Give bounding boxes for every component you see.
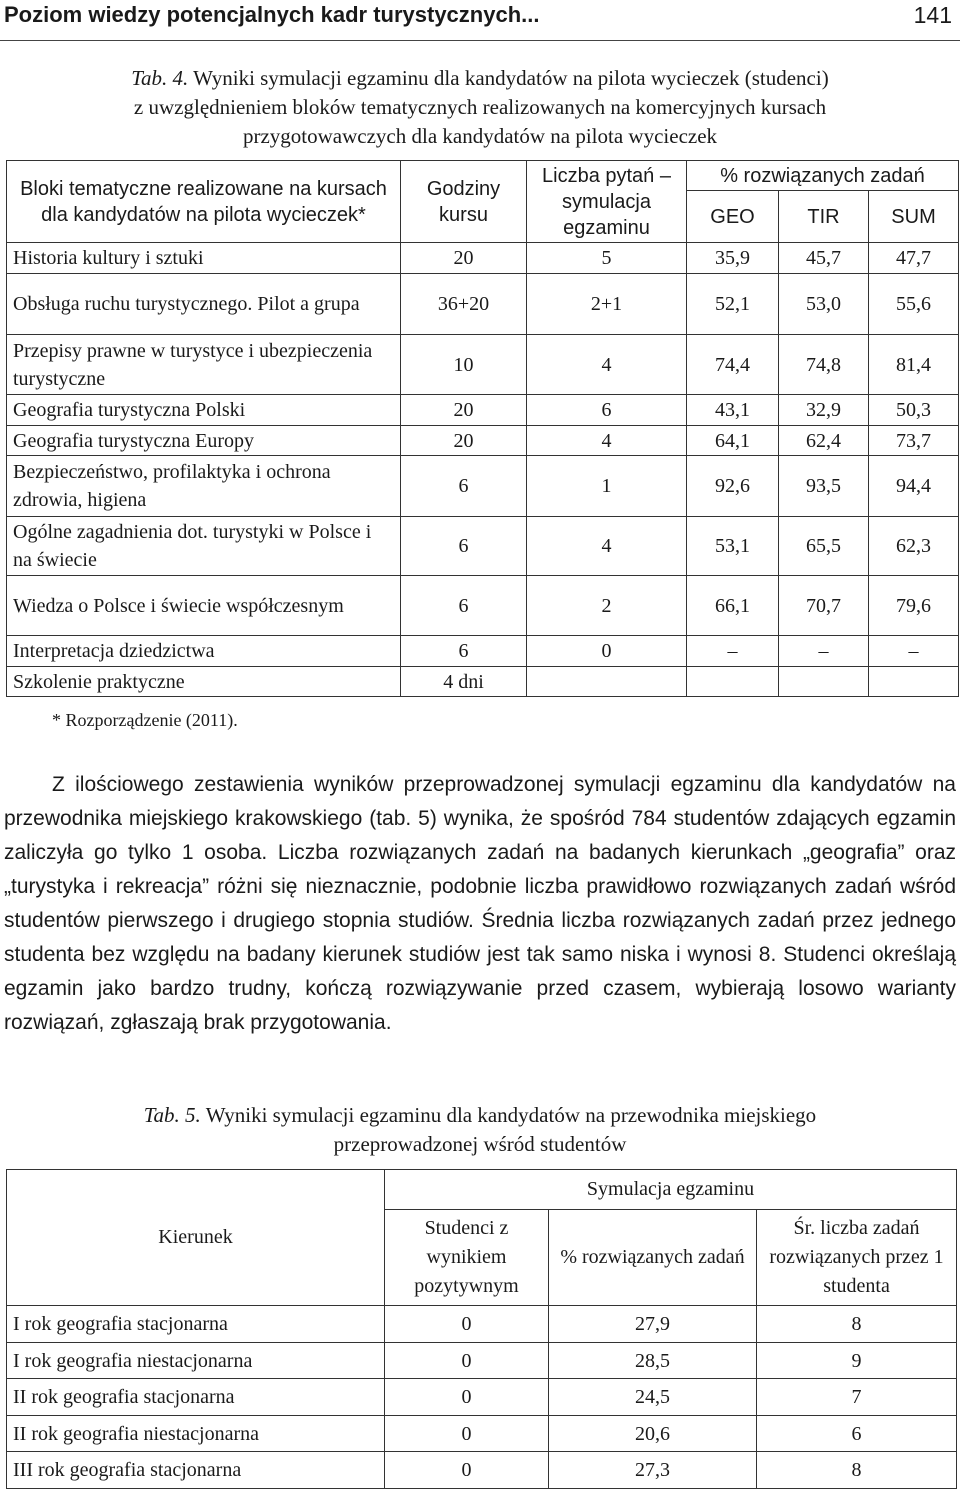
row-block: Ogólne zagadnienia dot. turystyki w Polsce i na świecie: [7, 517, 401, 576]
body-paragraph: Z ilościowego zestawienia wyników przeprowadzonej symulacji egzaminu dla kandydatów na przewodnika miejskiego krakowskiego (tab. 5) wynika, że spośród 784 studentów zdających egzamin zaliczyła go tylko 1 osoba. Liczba rozwiązanych zadań na badanych kierunkach „geografia” oraz „turystyka i rekreacja” różni się nieznacznie, podobnie liczba prawidłowo rozwiązanych zadań wśród studentów pierwszego i drugiego stopnia studiów. Średnia liczba rozwiązanych zadań przez jednego studenta bez względu na badany kierunek studiów jest tak samo niska i wynosi 8. Studenci określają egzamin jako bardzo trudny, kończą rozwiązywanie przed czasem, wybierają losowo warianty rozwiązań, zgłaszają brak przygotowania.: [4, 773, 956, 1034]
row-sum: 62,3: [869, 517, 959, 576]
row-questions: 5: [527, 243, 687, 274]
running-header: [0, 0, 960, 41]
row-block: Bezpieczeństwo, profilaktyka i ochrona zdrowia, higiena: [7, 456, 401, 517]
header-hours: Godziny kursu: [401, 161, 527, 243]
row-hours: 20: [401, 395, 527, 426]
table4-caption-text: Wyniki symulacji egzaminu dla kandydatów na pilota wycieczek (studenci): [193, 66, 829, 90]
row-percent: 27,3: [549, 1452, 757, 1489]
table4-footnote: * Rozporządzenie (2011).: [52, 710, 238, 730]
row-positive: 0: [385, 1306, 549, 1343]
row-tir: 65,5: [779, 517, 869, 576]
table-row: [7, 1452, 957, 1489]
row-direction: I rok geografia stacjonarna: [7, 1306, 385, 1343]
table-row: [7, 636, 959, 667]
row-percent: 28,5: [549, 1343, 757, 1379]
row-block: Przepisy prawne w turystyce i ubezpieczenia turystyczne: [7, 335, 401, 395]
table5-caption: [40, 1101, 920, 1159]
row-geo: 35,9: [687, 243, 779, 274]
row-tir: 74,8: [779, 335, 869, 395]
table-row: [7, 1343, 957, 1379]
row-block: Historia kultury i sztuki: [7, 243, 401, 274]
header-questions: Liczba pytań – symulacja egzaminu: [527, 161, 687, 243]
row-block: Interpretacja dziedzictwa: [7, 636, 401, 667]
row-average: 6: [757, 1416, 957, 1452]
row-questions: [527, 667, 687, 697]
row-questions: 4: [527, 517, 687, 576]
header-percent: % rozwiązanych zadań: [549, 1210, 757, 1306]
row-sum: [869, 667, 959, 697]
row-positive: 0: [385, 1416, 549, 1452]
row-questions: 6: [527, 395, 687, 426]
row-questions: 4: [527, 335, 687, 395]
row-sum: 55,6: [869, 274, 959, 335]
row-geo: –: [687, 636, 779, 667]
table-row: [7, 426, 959, 456]
row-hours: 6: [401, 456, 527, 517]
row-tir: [779, 667, 869, 697]
row-average: 8: [757, 1452, 957, 1489]
table-row: [7, 395, 959, 426]
table5-caption-line: przeprowadzonej wśród studentów: [333, 1132, 627, 1156]
row-average: 7: [757, 1379, 957, 1416]
row-tir: 45,7: [779, 243, 869, 274]
row-hours: 6: [401, 636, 527, 667]
table-row: [7, 667, 959, 697]
row-geo: 64,1: [687, 426, 779, 456]
row-average: 8: [757, 1306, 957, 1343]
row-geo: 74,4: [687, 335, 779, 395]
row-positive: 0: [385, 1343, 549, 1379]
header-direction: Kierunek: [7, 1170, 385, 1306]
row-direction: III rok geografia stacjonarna: [7, 1452, 385, 1489]
table4-caption-line: [40, 64, 920, 93]
row-direction: II rok geografia niestacjonarna: [7, 1416, 385, 1452]
row-hours: 6: [401, 576, 527, 636]
row-geo: 53,1: [687, 517, 779, 576]
row-geo: 43,1: [687, 395, 779, 426]
header-geo: GEO: [687, 191, 779, 243]
row-tir: 53,0: [779, 274, 869, 335]
table-row: [7, 576, 959, 636]
row-questions: 1: [527, 456, 687, 517]
table4-caption-line: przygotowawczych dla kandydatów na pilota wycieczek: [242, 124, 718, 148]
table-row: [7, 1416, 957, 1452]
header-average: Śr. liczba zadań rozwiązanych przez 1 studenta: [757, 1210, 957, 1306]
table-row: [7, 274, 959, 335]
table5-caption-text: Wyniki symulacji egzaminu dla kandydatów na przewodnika miejskiego: [205, 1103, 817, 1127]
table4: [6, 160, 959, 697]
row-geo: [687, 667, 779, 697]
row-geo: 92,6: [687, 456, 779, 517]
row-sum: –: [869, 636, 959, 667]
table5-caption-label: Tab. 5.: [143, 1103, 201, 1127]
row-hours: 4 dni: [401, 667, 527, 697]
row-tir: 62,4: [779, 426, 869, 456]
row-block: Geografia turystyczna Europy: [7, 426, 401, 456]
row-tir: 32,9: [779, 395, 869, 426]
table-row: [7, 243, 959, 274]
row-geo: 52,1: [687, 274, 779, 335]
row-hours: 20: [401, 426, 527, 456]
table4-caption-line: z uwzględnieniem bloków tematycznych realizowanych na komercyjnych kursach: [133, 95, 827, 119]
row-questions: 2: [527, 576, 687, 636]
row-direction: I rok geografia niestacjonarna: [7, 1343, 385, 1379]
row-percent: 20,6: [549, 1416, 757, 1452]
row-sum: 94,4: [869, 456, 959, 517]
row-tir: –: [779, 636, 869, 667]
row-block: Obsługa ruchu turystycznego. Pilot a grupa: [7, 274, 401, 335]
row-questions: 4: [527, 426, 687, 456]
row-hours: 20: [401, 243, 527, 274]
row-tir: 70,7: [779, 576, 869, 636]
row-geo: 66,1: [687, 576, 779, 636]
table-row: [7, 456, 959, 517]
row-sum: 50,3: [869, 395, 959, 426]
row-block: Wiedza o Polsce i świecie współczesnym: [7, 576, 401, 636]
header-percent: % rozwiązanych zadań: [687, 161, 959, 191]
table5-caption-line: [40, 1101, 920, 1130]
header-block: Bloki tematyczne realizowane na kursach dla kandydatów na pilota wycieczek*: [7, 161, 401, 243]
row-sum: 47,7: [869, 243, 959, 274]
table-row: [7, 335, 959, 395]
table-row: [7, 1379, 957, 1416]
row-hours: 10: [401, 335, 527, 395]
table4-caption-label: Tab. 4.: [131, 66, 189, 90]
header-tir: TIR: [779, 191, 869, 243]
header-positive: Studenci z wynikiem pozytywnym: [385, 1210, 549, 1306]
row-block: Geografia turystyczna Polski: [7, 395, 401, 426]
header-sum: SUM: [869, 191, 959, 243]
row-positive: 0: [385, 1379, 549, 1416]
table5: [6, 1169, 957, 1489]
row-sum: 79,6: [869, 576, 959, 636]
row-block: Szkolenie praktyczne: [7, 667, 401, 697]
row-percent: 27,9: [549, 1306, 757, 1343]
row-average: 9: [757, 1343, 957, 1379]
page-number: 141: [913, 2, 952, 28]
header-simulation: Symulacja egzaminu: [385, 1170, 957, 1210]
row-tir: 93,5: [779, 456, 869, 517]
table-row: [7, 1306, 957, 1343]
row-positive: 0: [385, 1452, 549, 1489]
row-direction: II rok geografia stacjonarna: [7, 1379, 385, 1416]
row-sum: 73,7: [869, 426, 959, 456]
running-title: Poziom wiedzy potencjalnych kadr turystycznych...: [4, 2, 540, 27]
row-questions: 2+1: [527, 274, 687, 335]
row-questions: 0: [527, 636, 687, 667]
row-percent: 24,5: [549, 1379, 757, 1416]
row-hours: 36+20: [401, 274, 527, 335]
row-hours: 6: [401, 517, 527, 576]
table4-caption: [40, 64, 920, 151]
row-sum: 81,4: [869, 335, 959, 395]
table-row: [7, 517, 959, 576]
